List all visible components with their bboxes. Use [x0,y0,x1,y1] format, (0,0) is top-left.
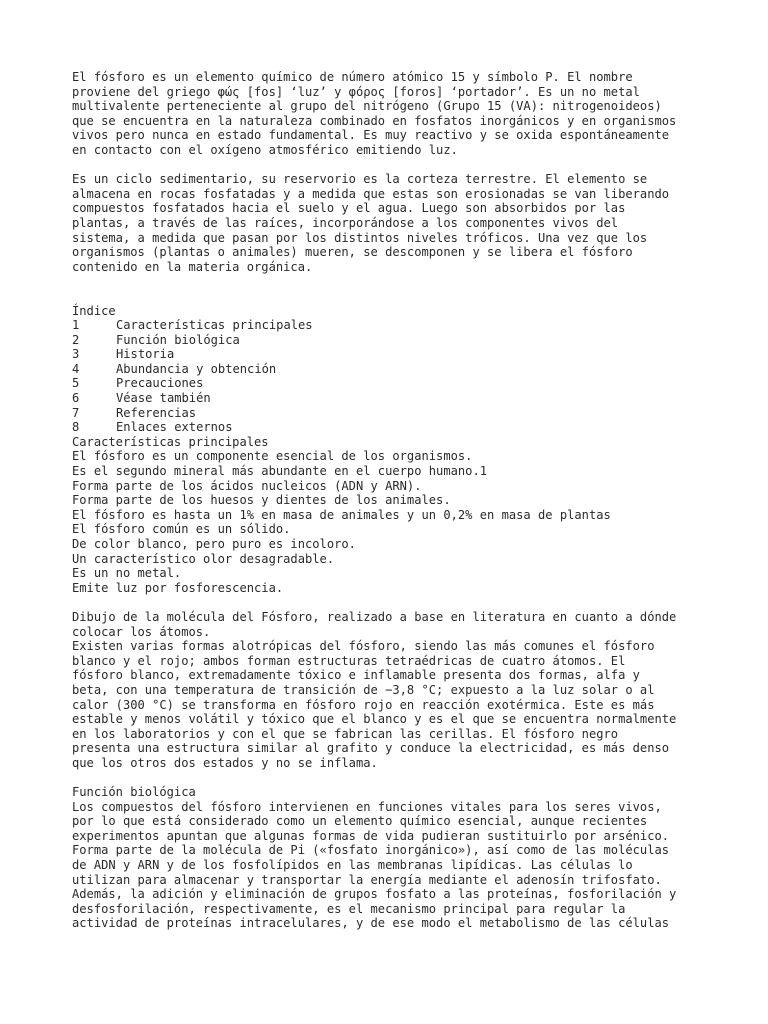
text-line: actividad de proteínas intracelulares, y de ese modo el metabolismo de las células [72,916,670,931]
index-item-number: 4 [72,361,80,376]
text-line: El fósforo común es un sólido. [72,522,291,537]
index-item[interactable] [72,391,728,406]
text-line: en los laboratorios y con el que se fabrican las cerillas. El fósforo negro [72,726,619,741]
text-line: Además, la adición y eliminación de grupos fosfato a las proteínas, fosforilación y [72,887,677,902]
text-line: Dibujo de la molécula del Fósforo, realizado a base en literatura en cuanto a dónde [72,609,677,624]
index-item-number: 5 [72,376,80,391]
spacer [72,274,728,303]
text-line: beta, con una temperatura de transición de −3,8 °C; expuesto a la luz solar o al [72,682,655,697]
index-item-label: Véase también [116,391,211,406]
index-item-number: 3 [72,347,80,362]
text-line: Forma parte de la molécula de Pi («fosfato inorgánico»), así como de las moléculas [72,843,670,858]
index-item-label: Historia [116,347,175,362]
index-item[interactable] [72,318,728,333]
text-line: El fósforo es un componente esencial de los organismos. [72,449,473,464]
text-line: Es un no metal. [72,566,182,581]
text-line: que los otros dos estados y no se inflama. [72,755,378,770]
index-item[interactable] [72,333,728,348]
text-line: organismos (plantas o animales) mueren, se descomponen y se libera el fósforo [72,245,633,260]
text-line: El fósforo es un elemento químico de número atómico 15 y símbolo P. El nombre [72,70,633,84]
allotropes-paragraph [72,610,728,771]
text-line: utilizan para almacenar y transportar la energía mediante el adenosín trifosfato. [72,872,662,887]
spacer [72,771,728,786]
index-item[interactable] [72,362,728,377]
index-item-number: 7 [72,405,80,420]
text-line: contenido en la materia orgánica. [72,259,313,274]
cycle-paragraph [72,172,728,274]
index-item-number: 8 [72,420,80,435]
index-item[interactable] [72,406,728,421]
text-line: blanco y el rojo; ambos forman estructuras tetraédricas de cuatro átomos. El [72,653,626,668]
index-item-label: Enlaces externos [116,420,233,435]
text-line: calor (300 °C) se transforma en fósforo rojo en reacción exotérmica. Este es más [72,697,655,712]
text-line: plantas, a través de las raíces, incorporándose a los componentes vivos del [72,215,619,230]
index-item-label: Función biológica [116,332,240,347]
text-line: fósforo blanco, extremadamente tóxico e inflamable presenta dos formas, alfa y [72,668,640,683]
text-line: experimentos apuntan que algunas formas de vida pudieran sustituirlo por arsénico. [72,828,670,843]
text-line: Es un ciclo sedimentario, su reservorio es la corteza terrestre. El elemento se [72,172,648,187]
section-heading: Características principales [72,434,269,449]
index-item-number: 2 [72,332,80,347]
index-item[interactable] [72,376,728,391]
text-line: por lo que está considerado como un elemento químico esencial, aunque recientes [72,814,648,829]
text-line: que se encuentra en la naturaleza combinado en fosfatos inorgánicos y en organismos [72,113,677,128]
text-line: Forma parte de los huesos y dientes de los animales. [72,493,451,508]
text-line: almacena en rocas fosfatadas y a medida que estas son erosionadas se van liberando [72,186,670,201]
text-line: colocar los átomos. [72,624,211,639]
index-item[interactable] [72,347,728,362]
text-line: estable y menos volátil y tóxico que el blanco y es el que se encuentra normalmente [72,712,677,727]
text-line: compuestos fosfatados hacia el suelo y el agua. Luego son absorbidos por las [72,201,626,216]
index-item[interactable] [72,420,728,435]
index-item-number: 1 [72,318,80,333]
characteristics-section [72,435,728,596]
text-line: Existen varias formas alotrópicas del fósforo, siendo las más comunes el fósforo [72,639,655,654]
text-line: presenta una estructura similar al grafito y conduce la electricidad, es más denso [72,741,670,756]
index-item-label: Precauciones [116,376,204,391]
text-line: sistema, a medida que pasan por los distintos niveles tróficos. Una vez que los [72,230,648,245]
index-section [72,304,728,435]
text-line: Forma parte de los ácidos nucleicos (ADN y ARN). [72,478,422,493]
intro-paragraph [72,70,728,158]
text-line: El fósforo es hasta un 1% en masa de animales y un 0,2% en masa de plantas [72,507,611,522]
biological-section [72,785,728,931]
text-line: Emite luz por fosforescencia. [72,580,284,595]
index-item-label: Características principales [116,318,313,333]
text-line: vivos pero nunca en estado fundamental. Es muy reactivo y se oxida espontáneamente [72,128,670,143]
spacer [72,595,728,610]
text-line: Un característico olor desagradable. [72,551,335,566]
text-line: en contacto con el oxígeno atmosférico emitiendo luz. [72,142,458,157]
text-line: proviene del griego φώς [fos] ‘luz’ y φόρος [foros] ‘portador’. Es un no metal [72,84,640,99]
index-item-label: Abundancia y obtención [116,361,277,376]
index-title: Índice [72,303,116,318]
index-item-number: 6 [72,391,80,406]
text-line: Los compuestos del fósforo intervienen en funciones vitales para los seres vivos, [72,799,662,814]
text-line: Es el segundo mineral más abundante en el cuerpo humano.1 [72,464,488,479]
text-line: De color blanco, pero puro es incoloro. [72,537,356,551]
spacer [72,158,728,173]
index-item-label: Referencias [116,405,197,420]
text-line: desfosforilación, respectivamente, es el mecanismo principal para regular la [72,901,626,916]
section-heading: Función biológica [72,785,196,800]
text-line: de ADN y ARN y de los fosfolípidos en las membranas lipídicas. Las células lo [72,858,633,873]
text-line: multivalente perteneciente al grupo del nitrógeno (Grupo 15 (VA): nitrogenoideos) [72,99,662,114]
